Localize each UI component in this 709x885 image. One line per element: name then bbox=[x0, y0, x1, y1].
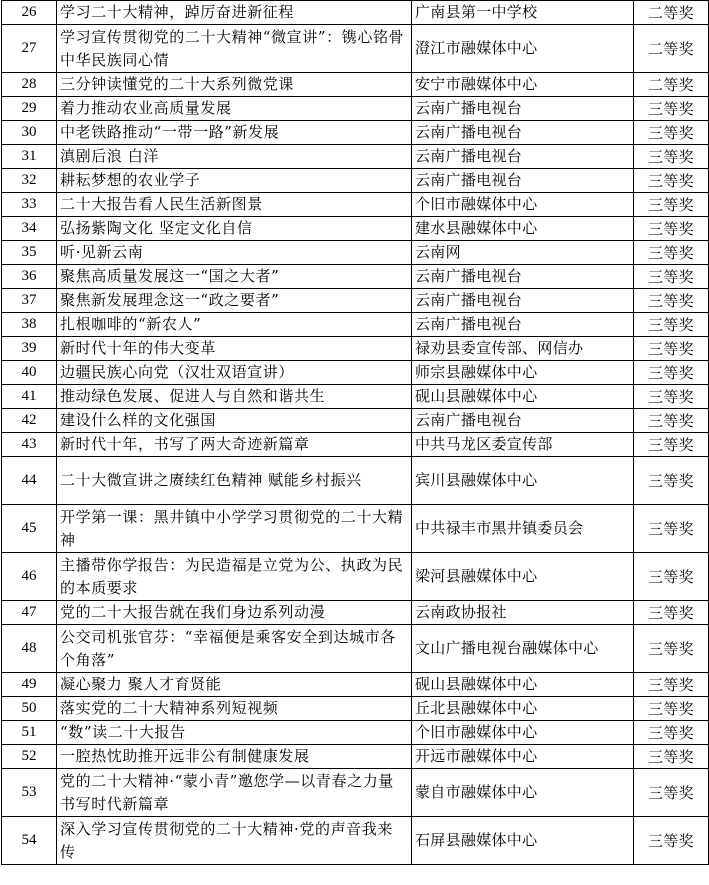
row-number: 33 bbox=[2, 193, 57, 217]
row-number: 32 bbox=[2, 169, 57, 193]
table-row bbox=[2, 433, 709, 457]
submitting-unit: 砚山县融媒体中心 bbox=[412, 385, 634, 409]
work-title: 开学第一课：黑井镇中小学学习贯彻党的二十大精神 bbox=[57, 505, 412, 553]
row-number: 50 bbox=[2, 697, 57, 721]
submitting-unit: 安宁市融媒体中心 bbox=[412, 73, 634, 97]
submitting-unit: 云南广播电视台 bbox=[412, 289, 634, 313]
submitting-unit: 师宗县融媒体中心 bbox=[412, 361, 634, 385]
work-title: 弘扬紫陶文化 坚定文化自信 bbox=[57, 217, 412, 241]
table-row bbox=[2, 625, 709, 673]
work-title: 新时代十年的伟大变革 bbox=[57, 337, 412, 361]
row-number: 53 bbox=[2, 769, 57, 817]
submitting-unit: 砚山县融媒体中心 bbox=[412, 673, 634, 697]
row-number: 35 bbox=[2, 241, 57, 265]
award-level: 三等奖 bbox=[634, 697, 709, 721]
table-row bbox=[2, 169, 709, 193]
award-level: 三等奖 bbox=[634, 409, 709, 433]
submitting-unit: 开远市融媒体中心 bbox=[412, 745, 634, 769]
work-title: 听·见新云南 bbox=[57, 241, 412, 265]
award-level: 三等奖 bbox=[634, 361, 709, 385]
submitting-unit: 个旧市融媒体中心 bbox=[412, 721, 634, 745]
work-title: 二十大微宣讲之赓续红色精神 赋能乡村振兴 bbox=[57, 457, 412, 505]
row-number: 26 bbox=[2, 1, 57, 25]
award-level: 三等奖 bbox=[634, 625, 709, 673]
table-row bbox=[2, 361, 709, 385]
award-level: 二等奖 bbox=[634, 25, 709, 73]
submitting-unit: 云南广播电视台 bbox=[412, 409, 634, 433]
row-number: 47 bbox=[2, 601, 57, 625]
table-row bbox=[2, 817, 709, 865]
table-row bbox=[2, 505, 709, 553]
table-row bbox=[2, 265, 709, 289]
award-level: 三等奖 bbox=[634, 337, 709, 361]
submitting-unit: 中共马龙区委宣传部 bbox=[412, 433, 634, 457]
table-row bbox=[2, 313, 709, 337]
table-row bbox=[2, 745, 709, 769]
submitting-unit: 文山广播电视台融媒体中心 bbox=[412, 625, 634, 673]
table-row bbox=[2, 25, 709, 73]
award-level: 三等奖 bbox=[634, 385, 709, 409]
table-row bbox=[2, 409, 709, 433]
work-title: 边疆民族心向党（汉壮双语宣讲） bbox=[57, 361, 412, 385]
row-number: 44 bbox=[2, 457, 57, 505]
work-title: 一腔热忱助推开远非公有制健康发展 bbox=[57, 745, 412, 769]
submitting-unit: 建水县融媒体中心 bbox=[412, 217, 634, 241]
row-number: 30 bbox=[2, 121, 57, 145]
submitting-unit: 中共禄丰市黑井镇委员会 bbox=[412, 505, 634, 553]
award-level: 三等奖 bbox=[634, 241, 709, 265]
submitting-unit: 云南广播电视台 bbox=[412, 169, 634, 193]
award-level: 三等奖 bbox=[634, 289, 709, 313]
submitting-unit: 丘北县融媒体中心 bbox=[412, 697, 634, 721]
table-row bbox=[2, 721, 709, 745]
row-number: 27 bbox=[2, 25, 57, 73]
work-title: 党的二十大报告就在我们身边系列动漫 bbox=[57, 601, 412, 625]
award-level: 三等奖 bbox=[634, 121, 709, 145]
row-number: 51 bbox=[2, 721, 57, 745]
table-row bbox=[2, 601, 709, 625]
row-number: 41 bbox=[2, 385, 57, 409]
work-title: 主播带你学报告：为民造福是立党为公、执政为民的本质要求 bbox=[57, 553, 412, 601]
award-level: 三等奖 bbox=[634, 313, 709, 337]
award-level: 三等奖 bbox=[634, 433, 709, 457]
work-title: 三分钟读懂党的二十大系列微党课 bbox=[57, 73, 412, 97]
row-number: 52 bbox=[2, 745, 57, 769]
work-title: 耕耘梦想的农业学子 bbox=[57, 169, 412, 193]
row-number: 39 bbox=[2, 337, 57, 361]
submitting-unit: 云南政协报社 bbox=[412, 601, 634, 625]
work-title: 二十大报告看人民生活新图景 bbox=[57, 193, 412, 217]
award-level: 三等奖 bbox=[634, 745, 709, 769]
table-row bbox=[2, 217, 709, 241]
row-number: 46 bbox=[2, 553, 57, 601]
submitting-unit: 澄江市融媒体中心 bbox=[412, 25, 634, 73]
award-level: 三等奖 bbox=[634, 193, 709, 217]
awards-table-body bbox=[2, 1, 709, 865]
table-row bbox=[2, 457, 709, 505]
award-level: 三等奖 bbox=[634, 673, 709, 697]
work-title: 推动绿色发展、促进人与自然和谐共生 bbox=[57, 385, 412, 409]
row-number: 43 bbox=[2, 433, 57, 457]
award-level: 三等奖 bbox=[634, 217, 709, 241]
award-level: 三等奖 bbox=[634, 721, 709, 745]
submitting-unit: 广南县第一中学校 bbox=[412, 1, 634, 25]
row-number: 34 bbox=[2, 217, 57, 241]
work-title: “数”读二十大报告 bbox=[57, 721, 412, 745]
submitting-unit: 云南广播电视台 bbox=[412, 313, 634, 337]
submitting-unit: 个旧市融媒体中心 bbox=[412, 193, 634, 217]
submitting-unit: 云南广播电视台 bbox=[412, 145, 634, 169]
table-row bbox=[2, 673, 709, 697]
award-level: 三等奖 bbox=[634, 817, 709, 865]
submitting-unit: 云南广播电视台 bbox=[412, 97, 634, 121]
work-title: 深入学习宣传贯彻党的二十大精神·党的声音我来传 bbox=[57, 817, 412, 865]
row-number: 28 bbox=[2, 73, 57, 97]
row-number: 40 bbox=[2, 361, 57, 385]
work-title: 建设什么样的文化强国 bbox=[57, 409, 412, 433]
work-title: 聚焦高质量发展这一“国之大者” bbox=[57, 265, 412, 289]
work-title: 聚焦新发展理念这一“政之要者” bbox=[57, 289, 412, 313]
table-row bbox=[2, 289, 709, 313]
award-level: 三等奖 bbox=[634, 169, 709, 193]
table-row bbox=[2, 193, 709, 217]
work-title: 滇剧后浪 白洋 bbox=[57, 145, 412, 169]
work-title: 着力推动农业高质量发展 bbox=[57, 97, 412, 121]
awards-table bbox=[1, 0, 709, 865]
work-title: 学习二十大精神，踔厉奋进新征程 bbox=[57, 1, 412, 25]
award-level: 三等奖 bbox=[634, 601, 709, 625]
submitting-unit: 石屏县融媒体中心 bbox=[412, 817, 634, 865]
work-title: 学习宣传贯彻党的二十大精神“微宣讲”：镌心铭骨中华民族同心情 bbox=[57, 25, 412, 73]
work-title: 新时代十年，书写了两大奇迹新篇章 bbox=[57, 433, 412, 457]
row-number: 49 bbox=[2, 673, 57, 697]
award-level: 三等奖 bbox=[634, 505, 709, 553]
row-number: 38 bbox=[2, 313, 57, 337]
submitting-unit: 宾川县融媒体中心 bbox=[412, 457, 634, 505]
award-level: 三等奖 bbox=[634, 553, 709, 601]
submitting-unit: 云南网 bbox=[412, 241, 634, 265]
row-number: 31 bbox=[2, 145, 57, 169]
award-level: 三等奖 bbox=[634, 145, 709, 169]
row-number: 36 bbox=[2, 265, 57, 289]
submitting-unit: 梁河县融媒体中心 bbox=[412, 553, 634, 601]
table-row bbox=[2, 337, 709, 361]
row-number: 45 bbox=[2, 505, 57, 553]
award-level: 三等奖 bbox=[634, 97, 709, 121]
work-title: 公交司机张官芬：“幸福便是乘客安全到达城市各个角落” bbox=[57, 625, 412, 673]
work-title: 中老铁路推动“一带一路”新发展 bbox=[57, 121, 412, 145]
award-level: 二等奖 bbox=[634, 73, 709, 97]
work-title: 党的二十大精神·“蒙小青”邀您学—以青春之力量书写时代新篇章 bbox=[57, 769, 412, 817]
work-title: 凝心聚力 聚人才育贤能 bbox=[57, 673, 412, 697]
table-row bbox=[2, 121, 709, 145]
table-row bbox=[2, 697, 709, 721]
row-number: 29 bbox=[2, 97, 57, 121]
table-row bbox=[2, 241, 709, 265]
award-level: 二等奖 bbox=[634, 1, 709, 25]
row-number: 48 bbox=[2, 625, 57, 673]
award-level: 三等奖 bbox=[634, 457, 709, 505]
submitting-unit: 禄劝县委宣传部、网信办 bbox=[412, 337, 634, 361]
table-row bbox=[2, 553, 709, 601]
work-title: 扎根咖啡的“新农人” bbox=[57, 313, 412, 337]
table-row bbox=[2, 1, 709, 25]
work-title: 落实党的二十大精神系列短视频 bbox=[57, 697, 412, 721]
submitting-unit: 蒙自市融媒体中心 bbox=[412, 769, 634, 817]
table-row bbox=[2, 769, 709, 817]
table-row bbox=[2, 97, 709, 121]
award-level: 三等奖 bbox=[634, 769, 709, 817]
submitting-unit: 云南广播电视台 bbox=[412, 265, 634, 289]
submitting-unit: 云南广播电视台 bbox=[412, 121, 634, 145]
table-row bbox=[2, 73, 709, 97]
row-number: 54 bbox=[2, 817, 57, 865]
table-row bbox=[2, 385, 709, 409]
award-level: 三等奖 bbox=[634, 265, 709, 289]
table-row bbox=[2, 145, 709, 169]
row-number: 42 bbox=[2, 409, 57, 433]
row-number: 37 bbox=[2, 289, 57, 313]
